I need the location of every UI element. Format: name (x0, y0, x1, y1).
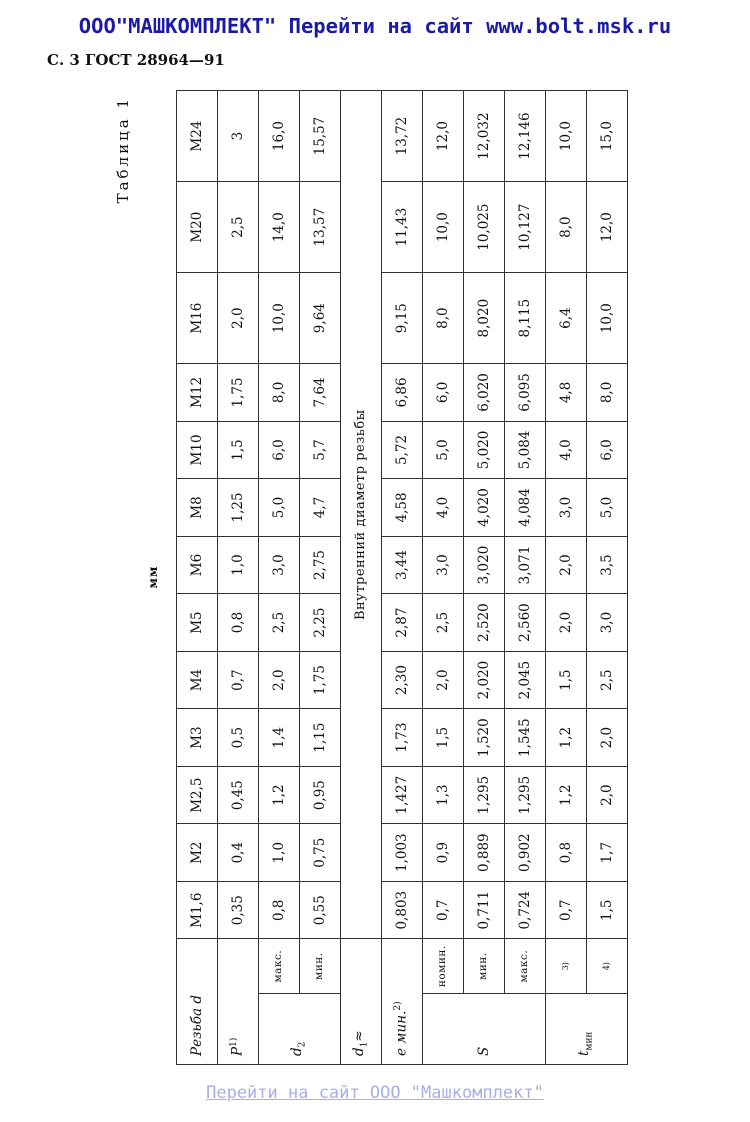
e-value-m8: 4,58 (382, 479, 423, 537)
size-header-m1-6: M1,6 (177, 881, 218, 939)
s-3-value-m12: 6,095 (505, 364, 546, 422)
e-value-m4: 2,30 (382, 651, 423, 709)
t-2-value-m6: 3,5 (587, 536, 628, 594)
size-header-m3: M3 (177, 709, 218, 767)
d2-2-value-m4: 1,75 (300, 651, 341, 709)
size-header-m20: M20 (177, 182, 218, 273)
d2-1-value-m16: 10,0 (259, 273, 300, 364)
e-value-m2-5: 1,427 (382, 766, 423, 824)
s-3-value-m2-5: 1,295 (505, 766, 546, 824)
s-3-value-m6: 3,071 (505, 536, 546, 594)
d2-1-value-m20: 14,0 (259, 182, 300, 273)
e-value-m2: 1,003 (382, 824, 423, 882)
s-1-value-m2-5: 1,3 (423, 766, 464, 824)
s-3-value-m8: 4,084 (505, 479, 546, 537)
s-2-value-m6: 3,020 (464, 536, 505, 594)
size-header-m10: M10 (177, 421, 218, 479)
size-header-m5: M5 (177, 594, 218, 652)
d2-2-value-m24: 15,57 (300, 91, 341, 182)
d2-1-value-m24: 16,0 (259, 91, 300, 182)
s-2-value-m10: 5,020 (464, 421, 505, 479)
pitch-value-m2-5: 0,45 (218, 766, 259, 824)
d2-row-2 (300, 91, 341, 1065)
d2-2-value-m5: 2,25 (300, 594, 341, 652)
s-sublabel-3: макс. (505, 939, 546, 993)
t-2-value-m16: 10,0 (587, 273, 628, 364)
s-row-1 (423, 91, 464, 1065)
s-2-value-m3: 1,520 (464, 709, 505, 767)
e-value-m5: 2,87 (382, 594, 423, 652)
t-1-value-m10: 4,0 (546, 421, 587, 479)
t-1-value-m24: 10,0 (546, 91, 587, 182)
t-symbol: t (576, 1050, 593, 1056)
t-2-value-m5: 3,0 (587, 594, 628, 652)
d1-description: Внутренний диаметр резьбы (341, 91, 382, 939)
t-2-value-m2: 1,7 (587, 824, 628, 882)
s-2-value-m8: 4,020 (464, 479, 505, 537)
site-banner-link[interactable]: ООО"МАШКОМПЛЕКТ" Перейти на сайт www.bolt.msk.ru (78, 14, 672, 38)
d2-1-value-m2-5: 1,2 (259, 766, 300, 824)
s-sublabel-1: номин. (423, 939, 464, 993)
t-1-value-m3: 1,2 (546, 709, 587, 767)
d2-1-value-m1-6: 0,8 (259, 881, 300, 939)
s-2-value-m4: 2,020 (464, 651, 505, 709)
d2-sublabel-1: макс. (259, 939, 300, 993)
table-caption: Таблица 1 (114, 96, 132, 204)
t-2-value-m1-6: 1,5 (587, 881, 628, 939)
d2-2-value-m1-6: 0,55 (300, 881, 341, 939)
size-header-m24: M24 (177, 91, 218, 182)
pitch-value-m6: 1,0 (218, 536, 259, 594)
t-1-value-m5: 2,0 (546, 594, 587, 652)
d1-row (341, 91, 382, 1065)
size-header-m4: M4 (177, 651, 218, 709)
e-value-m6: 3,44 (382, 536, 423, 594)
thread-dimensions-table (176, 90, 628, 1065)
pitch-value-m16: 2,0 (218, 273, 259, 364)
e-note: 2) (393, 1001, 404, 1011)
d2-row-1 (259, 91, 300, 1065)
t-2-value-m12: 8,0 (587, 364, 628, 422)
page-reference: С. 3 ГОСТ 28964—91 (47, 51, 225, 69)
s-2-value-m24: 12,032 (464, 91, 505, 182)
t-1-value-m12: 4,8 (546, 364, 587, 422)
s-1-value-m4: 2,0 (423, 651, 464, 709)
t-2-value-m20: 12,0 (587, 182, 628, 273)
t-1-value-m20: 8,0 (546, 182, 587, 273)
d2-sublabel-2: мин. (300, 939, 341, 993)
t-1-value-m1-6: 0,7 (546, 881, 587, 939)
size-header-m2-5: M2,5 (177, 766, 218, 824)
pitch-row (218, 91, 259, 1065)
t-2-value-m4: 2,5 (587, 651, 628, 709)
pitch-value-m12: 1,75 (218, 364, 259, 422)
e-value-m24: 13,72 (382, 91, 423, 182)
s-3-value-m16: 8,115 (505, 273, 546, 364)
t-label (546, 993, 628, 1064)
s-2-value-m5: 2,520 (464, 594, 505, 652)
d2-1-value-m2: 1,0 (259, 824, 300, 882)
s-2-value-m1-6: 0,711 (464, 881, 505, 939)
pitch-value-m4: 0,7 (218, 651, 259, 709)
rotated-page-content (108, 90, 732, 1065)
pitch-note: 1) (229, 1037, 240, 1047)
e-value-m16: 9,15 (382, 273, 423, 364)
t-sublabel-2: 4) (587, 939, 628, 993)
pitch-label (218, 939, 259, 1065)
s-1-value-m8: 4,0 (423, 479, 464, 537)
s-3-value-m24: 12,146 (505, 91, 546, 182)
t-row-1 (546, 91, 587, 1065)
d2-1-value-m8: 5,0 (259, 479, 300, 537)
s-symbol: S (475, 1046, 492, 1056)
s-2-value-m2-5: 1,295 (464, 766, 505, 824)
s-1-value-m6: 3,0 (423, 536, 464, 594)
d2-1-value-m3: 1,4 (259, 709, 300, 767)
s-3-value-m5: 2,560 (505, 594, 546, 652)
s-1-value-m2: 0,9 (423, 824, 464, 882)
pitch-symbol: P (229, 1046, 246, 1056)
t-2-value-m2-5: 2,0 (587, 766, 628, 824)
e-label (382, 939, 423, 1065)
t-1-value-m6: 2,0 (546, 536, 587, 594)
s-1-value-m3: 1,5 (423, 709, 464, 767)
pitch-value-m8: 1,25 (218, 479, 259, 537)
s-2-value-m12: 6,020 (464, 364, 505, 422)
header-row (177, 91, 218, 1065)
t-1-value-m2: 0,8 (546, 824, 587, 882)
thread-header-prefix: Резьба (188, 1003, 205, 1056)
s-2-value-m16: 8,020 (464, 273, 505, 364)
table-body (177, 91, 628, 1065)
d2-2-value-m2-5: 0,95 (300, 766, 341, 824)
s-3-value-m1-6: 0,724 (505, 881, 546, 939)
d2-2-value-m6: 2,75 (300, 536, 341, 594)
t-1-value-m2-5: 1,2 (546, 766, 587, 824)
s-3-value-m4: 2,045 (505, 651, 546, 709)
units-label: мм (146, 565, 160, 589)
d2-label (259, 993, 341, 1064)
thread-header-var: d (188, 994, 205, 1004)
pitch-value-m2: 0,4 (218, 824, 259, 882)
pitch-value-m20: 2,5 (218, 182, 259, 273)
e-min-text: мин. (393, 1010, 410, 1048)
s-1-value-m20: 10,0 (423, 182, 464, 273)
t-1-value-m16: 6,4 (546, 273, 587, 364)
d2-symbol: d (289, 1047, 306, 1056)
d1-symbol: d (350, 1047, 367, 1056)
size-header-m8: M8 (177, 479, 218, 537)
t-2-value-m3: 2,0 (587, 709, 628, 767)
t-subscript: мин (584, 1031, 595, 1051)
e-value-m20: 11,43 (382, 182, 423, 273)
s-1-value-m1-6: 0,7 (423, 881, 464, 939)
t-sublabel-1: 3) (546, 939, 587, 993)
pitch-value-m1-6: 0,35 (218, 881, 259, 939)
s-3-value-m20: 10,127 (505, 182, 546, 273)
d1-subscript: 1 (359, 1041, 370, 1048)
e-value-m12: 6,86 (382, 364, 423, 422)
s-1-value-m16: 8,0 (423, 273, 464, 364)
rotated-table-area (108, 90, 732, 1065)
e-value-m10: 5,72 (382, 421, 423, 479)
t-2-value-m8: 5,0 (587, 479, 628, 537)
d2-1-value-m12: 8,0 (259, 364, 300, 422)
pitch-value-m10: 1,5 (218, 421, 259, 479)
t-1-value-m8: 3,0 (546, 479, 587, 537)
t-2-value-m24: 15,0 (587, 91, 628, 182)
s-1-value-m12: 6,0 (423, 364, 464, 422)
s-sublabel-2: мин. (464, 939, 505, 993)
d2-2-value-m20: 13,57 (300, 182, 341, 273)
d2-2-value-m12: 7,64 (300, 364, 341, 422)
thread-header-label (177, 939, 218, 1065)
size-header-m6: M6 (177, 536, 218, 594)
pitch-value-m3: 0,5 (218, 709, 259, 767)
s-1-value-m10: 5,0 (423, 421, 464, 479)
s-row-3 (505, 91, 546, 1065)
d1-label (341, 939, 382, 1065)
d2-1-value-m10: 6,0 (259, 421, 300, 479)
size-header-m2: M2 (177, 824, 218, 882)
d2-1-value-m5: 2,5 (259, 594, 300, 652)
d2-2-value-m8: 4,7 (300, 479, 341, 537)
d2-2-value-m3: 1,15 (300, 709, 341, 767)
d1-approx: ≈ (350, 1030, 367, 1042)
d2-2-value-m16: 9,64 (300, 273, 341, 364)
s-3-value-m2: 0,902 (505, 824, 546, 882)
d2-2-value-m2: 0,75 (300, 824, 341, 882)
pitch-value-m24: 3 (218, 91, 259, 182)
s-2-value-m20: 10,025 (464, 182, 505, 273)
size-header-m12: M12 (177, 364, 218, 422)
pitch-value-m5: 0,8 (218, 594, 259, 652)
e-row (382, 91, 423, 1065)
s-1-value-m24: 12,0 (423, 91, 464, 182)
s-label (423, 993, 546, 1064)
t-1-value-m4: 1,5 (546, 651, 587, 709)
e-value-m3: 1,73 (382, 709, 423, 767)
s-3-value-m10: 5,084 (505, 421, 546, 479)
e-symbol: e (393, 1048, 410, 1056)
s-1-value-m5: 2,5 (423, 594, 464, 652)
d2-1-value-m4: 2,0 (259, 651, 300, 709)
d2-2-value-m10: 5,7 (300, 421, 341, 479)
t-2-value-m10: 6,0 (587, 421, 628, 479)
footer-site-link[interactable]: Перейти на сайт ООО "Машкомплект" (206, 1083, 544, 1103)
e-value-m1-6: 0,803 (382, 881, 423, 939)
size-header-m16: M16 (177, 273, 218, 364)
d2-subscript: 2 (297, 1041, 308, 1048)
s-2-value-m2: 0,889 (464, 824, 505, 882)
s-row-2 (464, 91, 505, 1065)
s-3-value-m3: 1,545 (505, 709, 546, 767)
d2-1-value-m6: 3,0 (259, 536, 300, 594)
t-row-2 (587, 91, 628, 1065)
